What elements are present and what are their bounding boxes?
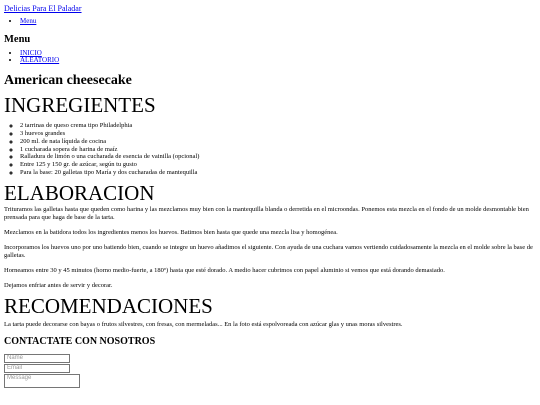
nav-heading: Menu (4, 34, 31, 46)
name-input[interactable] (4, 354, 70, 363)
nav-link-inicio[interactable]: INICIO (20, 49, 42, 58)
ingredient-item: ◦ 2 tarrinas de queso crema tipo Philadelphia (20, 122, 536, 130)
ingredient-item: ◦ 200 ml. de nata líquida de cocina (20, 138, 536, 146)
elaboration-paragraph: Horneamos entre 30 y 45 minutos (horno medio-fuerte, a 180º) hasta que esté dorado. A medio hacer cubrimos con papel aluminio si vemos que está dorando demasiado. (4, 266, 445, 274)
nav-item-inicio (20, 50, 536, 57)
nav-list (4, 50, 536, 64)
ingredient-item: ◦ 3 huevos grandes (20, 130, 536, 138)
message-textarea[interactable] (4, 374, 80, 388)
menu-toggle-link[interactable]: Menu (20, 17, 37, 26)
email-input[interactable] (4, 364, 70, 373)
elaboration-paragraph: Trituramos las galletas hasta que queden como harina y las mezclamos muy bien con la mantequilla blanda o derretida en el microondas. Ponemos esta mezcla en el fondo de un molde desmontable bien prensada para que haga de base de la tarta. (4, 205, 529, 221)
nav-item-aleatorio (20, 57, 536, 64)
ingredient-item: ◦ Para la base: 20 galletas tipo María y dos cucharadas de mantequilla (20, 169, 536, 177)
site-title-link[interactable]: Delicias Para El Paladar (4, 4, 82, 13)
ingredients-heading: INGREGIENTES (4, 93, 156, 118)
top-menu-item (20, 17, 536, 25)
contact-form (4, 354, 536, 388)
post-title: American cheesecake (4, 73, 132, 89)
nav-link-aleatorio[interactable]: ALEATORIO (20, 56, 60, 65)
ingredient-item: ◦ Ralladura de limón o una cucharada de esencia de vainilla (opcional) (20, 153, 536, 161)
ingredient-item: ◦ 1 cucharada sopera de harina de maíz (20, 146, 536, 154)
recommendations-text: La tarta puede decorarse con bayas o frutos silvestres, con fresas, con mermeladas... En la foto está espolvoreada con azúcar glas y unas moras silvestres. (4, 320, 403, 328)
elaboration-paragraph: Mezclamos en la batidora todos los ingredientes menos los huevos. Batimos bien hasta que quede una mezcla lisa y homogénea. (4, 228, 338, 236)
contact-heading: CONTACTATE CON NOSOTROS (4, 335, 156, 347)
elaboration-paragraph: Dejamos enfriar antes de servir y decorar. (4, 281, 113, 289)
ingredients-list (4, 122, 536, 177)
elaboration-heading: ELABORACION (4, 180, 155, 205)
top-menu-list (4, 17, 536, 25)
elaboration-paragraph: Incorporamos los huevos uno por uno batiendo bien, cuando se integre un huevo añadimos el siguiente. Con ayuda de una cuchara vamos vertiendo cuidadosamente la mezcla en el molde sobre la base de galletas. (4, 243, 533, 259)
recommendations-heading: RECOMENDACIONES (4, 293, 213, 318)
ingredient-item: ◦ Entre 125 y 150 gr. de azúcar, según tu gusto (20, 161, 536, 169)
